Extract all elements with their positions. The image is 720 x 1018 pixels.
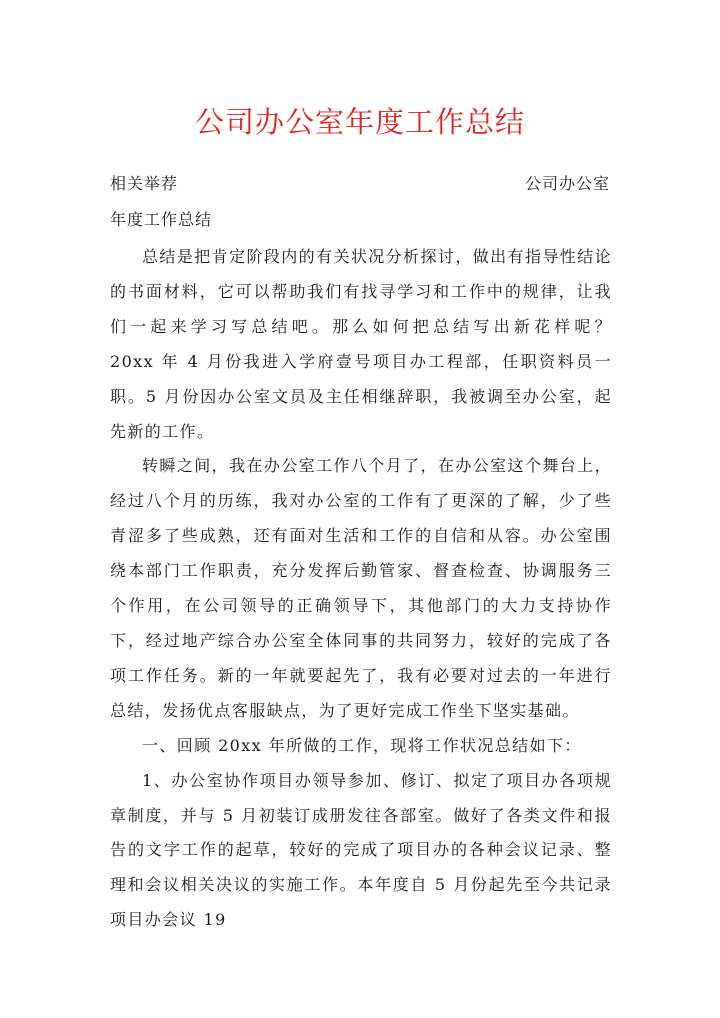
document-subtitle: 年度工作总结 [110, 210, 213, 229]
category-label: 公司办公室 [524, 174, 610, 193]
related-label: 相关举荐 [110, 174, 179, 193]
paragraph: 总结是把肯定阶段内的有关状况分析探讨，做出有指导性结论的书面材料，它可以帮助我们有找寻学习和工作中的规律，让我们一起来学习写总结吧。那么如何把总结写出新花样呢？ 20xx 年 4 月份我进入学府壹号项目办工程部，任职资料员一职。5 月份因办公室文员及主任相继辞职，我被调至办公室，起先新的工作。 [110, 247, 647, 441]
paragraph: 一、回顾 20xx 年所做的工作，现将工作状况总结如下： [142, 735, 582, 755]
paragraph: 1、办公室协作项目办领导参加、修订、拟定了项目办各项规章制度，并与 5 月初装订成册发往各部室。做好了各类文件和报告的文字工作的起草，较好的完成了项目办的各种会议记录、整理和会议相关决议的实施工作。本年度自 5 月份起先至今共记录项目办会议 19 [110, 770, 612, 930]
document-title: 公司办公室年度工作总结 [194, 105, 525, 139]
document-body [110, 240, 647, 938]
paragraph: 转瞬之间，我在办公室工作八个月了，在办公室这个舞台上，经过八个月的历练，我对办公室的工作有了更深的了解，少了些青涩多了些成熟，还有面对生活和工作的自信和从容。办公室围绕本部门工作职责，充分发挥后勤管家、督查检查、协调服务三个作用，在公司领导的正确领导下，其他部门的大力支持协作下，经过地产综合办公室全体同事的共同努力，较好的完成了各项工作任务。新的一年就要起先了，我有必要对过去的一年进行总结，发扬优点客服缺点，为了更好完成工作坐下坚实基础。 [110, 456, 612, 720]
meta-row [110, 171, 610, 199]
